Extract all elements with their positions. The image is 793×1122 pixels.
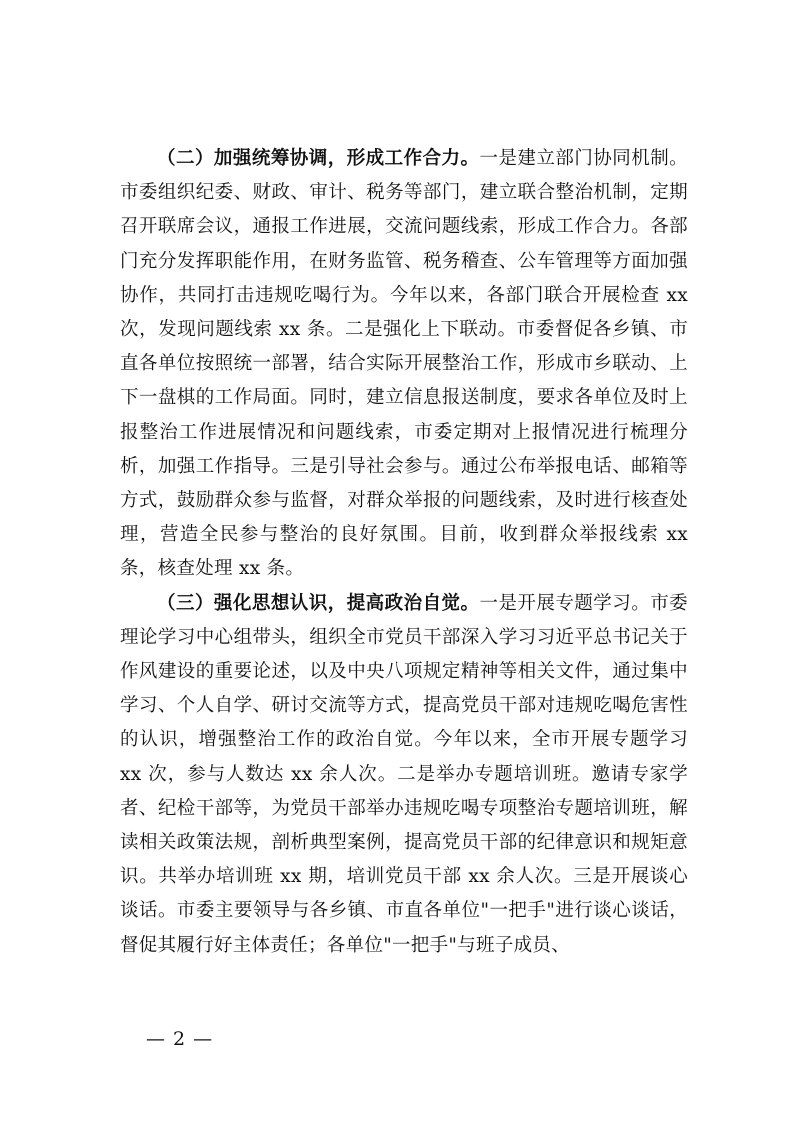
section-paragraph-2 [120, 142, 688, 587]
section-paragraph-3 [120, 587, 688, 963]
section-heading-3: （三）强化思想认识，提高政治自觉。 [157, 592, 480, 614]
section-body-3: 一是开展专题学习。市委理论学习中心组带头，组织全市党员干部深入学习习近平总书记关于作风建设的重要论述，以及中央八项规定精神等相关文件，通过集中学习、个人自学、研讨交流等方式，提高党员干部对违规吃喝危害性的认识，增强整治工作的政治自觉。今年以来，全市开展专题学习 xx 次，参与人数达 xx 余人次。二是举办专题培训班。邀请专家学者、纪检干部等，为党员干部举办违规吃喝专项整治专题培训班，解读相关政策法规，剖析典型案例，提高党员干部的纪律意识和规矩意识。共举办培训班 xx 期，培训党员干部 xx 余人次。三是开展谈心谈话。市委主要领导与各乡镇、市直各单位"一把手"进行谈心谈话，督促其履行好主体责任；各单位"一把手"与班子成员、 [120, 592, 688, 956]
document-body [120, 142, 688, 963]
section-body-2: 一是建立部门协同机制。市委组织纪委、财政、审计、税务等部门，建立联合整治机制，定期召开联席会议，通报工作进展，交流问题线索，形成工作合力。各部门充分发挥职能作用，在财务监管、税务稽查、公车管理等方面加强协作，共同打击违规吃喝行为。今年以来，各部门联合开展检查 xx 次，发现问题线索 xx 条。二是强化上下联动。市委督促各乡镇、市直各单位按照统一部署，结合实际开展整治工作，形成市乡联动、上下一盘棋的工作局面。同时，建立信息报送制度，要求各单位及时上报整治工作进展情况和问题线索，市委定期对上报情况进行梳理分析，加强工作指导。三是引导社会参与。通过公布举报电话、邮箱等方式，鼓励群众参与监督，对群众举报的问题线索，及时进行核查处理，营造全民参与整治的良好氛围。目前，收到群众举报线索 xx 条，核查处理 xx 条。 [120, 148, 688, 580]
page-number: — 2 — [146, 1028, 214, 1050]
section-heading-2: （二）加强统筹协调，形成工作合力。 [157, 148, 480, 169]
